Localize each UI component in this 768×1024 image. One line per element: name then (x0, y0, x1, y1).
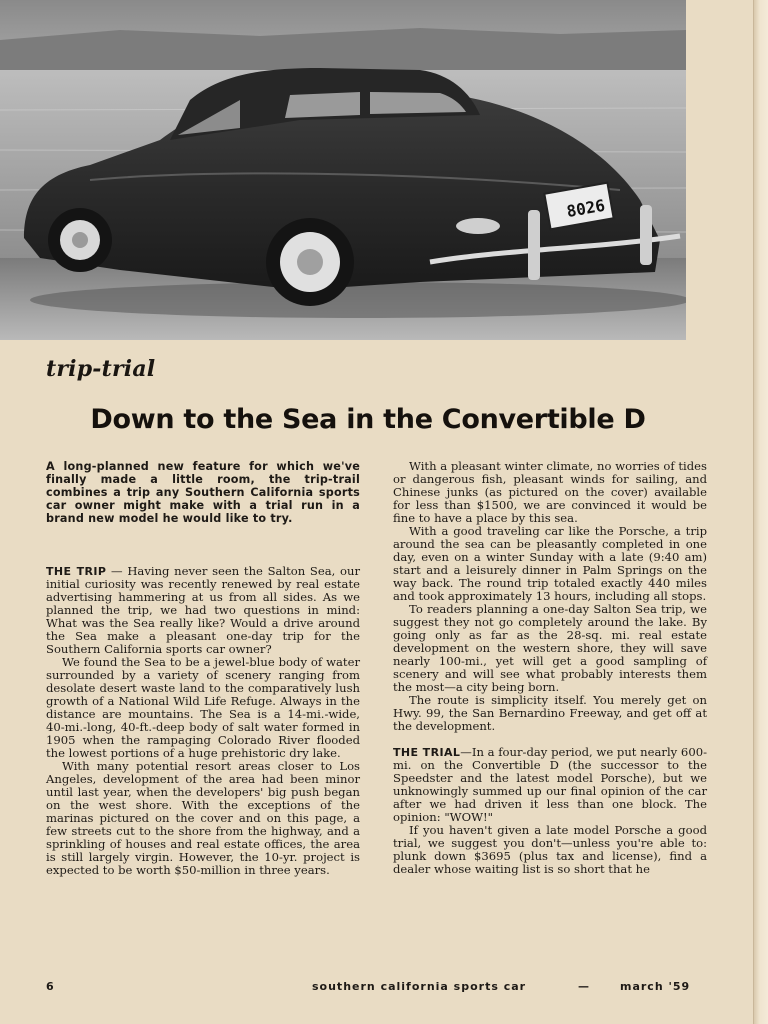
trip-paragraph-text: — Having never seen the Salton Sea, our initial curiosity was recently renewed by real estate advertising hammering at us from all sides. As we planned the trip, we had two questions in mind: What was the Sea really like? Would a drive around the Sea make a pleasant one-day trip for the Southern California sports car owner? (46, 564, 360, 657)
issue-date: march '59 (620, 980, 691, 993)
body-paragraph: The route is simplicity itself. You merely get on Hwy. 99, the San Bernardino Freeway, and get off at the development. (393, 693, 707, 733)
page-number: 6 (46, 980, 55, 993)
trial-runin-heading: THE TRIAL (393, 746, 461, 759)
trip-paragraph (46, 565, 360, 656)
body-paragraph: With many potential resort areas closer to Los Angeles, development of the area had been minor until last year, when the developers' big push began on the west shore. With the exceptions of the marinas pictured on the cover and on this page, a few streets cut to the shore from the highway, and a sprinkling of houses and real estate offices, the area is still largely virgin. However, the 10-yr. project is expected to be worth $50-million in three years. (46, 759, 360, 878)
section-kicker: trip-trial (46, 356, 156, 382)
trial-paragraph (393, 746, 707, 824)
body-paragraph: With a pleasant winter climate, no worries of tides or dangerous fish, pleasant winds for sailing, and Chinese junks (as pictured on the cover) available for less than $1500, we are convinced it would be fine to have a place by this sea. (393, 459, 707, 525)
page-edge (753, 0, 768, 1024)
running-title: southern california sports car (312, 980, 527, 993)
car-photo (0, 0, 686, 340)
trip-runin-heading: THE TRIP (46, 565, 107, 579)
trial-paragraph-text: —In a four-day period, we put nearly 600-mi. on the Convertible D (the successor to the Speedster and the latest model Porsche), but we unknowingly summed up our final opinion of the car after we had driven it less than one block. The opinion: "WOW!" (393, 745, 707, 824)
left-column (46, 460, 360, 877)
body-paragraph: To readers planning a one-day Salton Sea trip, we suggest they not go completely around the lake. By going only as far as the 28-sq. mi. real estate development on the western shore, they will save nearly 100-mi., yet will get a good sampling of scenery and will see what probably interests them the most—a city being born. (393, 602, 707, 694)
body-paragraph: With a good traveling car like the Porsche, a trip around the sea can be pleasantly completed in one day, even on a winter Sunday with a late (9:40 am) start and a leisurely dinner in Palm Springs on the way back. The round trip totaled exactly 440 miles and took approximately 13 hours, including all stops. (393, 524, 707, 603)
footer-dash: — (578, 980, 590, 993)
body-paragraph: If you haven't given a late model Porsche a good trial, we suggest you don't—unless you're able to: plunk down $3695 (plus tax and license), find a dealer whose waiting list is so short that he (393, 823, 707, 876)
license-plate-text: 8026 (565, 195, 607, 222)
intro-paragraph: A long-planned new feature for which we've finally made a little room, the trip-trail combines a trip any Southern California sports car owner might make with a trial run in a brand new model he would like to try. (46, 460, 360, 526)
article-headline: Down to the Sea in the Convertible D (90, 404, 646, 435)
body-paragraph: We found the Sea to be a jewel-blue body of water surrounded by a variety of scenery ranging from desolate desert waste land to the comparatively lush growth of a National Wild Life Refuge. Always in the distance are mountains. The Sea is a 14-mi.-wide, 40-mi.-long, 40-ft.-deep body of salt water formed in 1905 when the rampaging Colorado River flooded the lowest portions of a huge prehistoric dry lake. (46, 655, 360, 761)
right-column (393, 460, 707, 876)
